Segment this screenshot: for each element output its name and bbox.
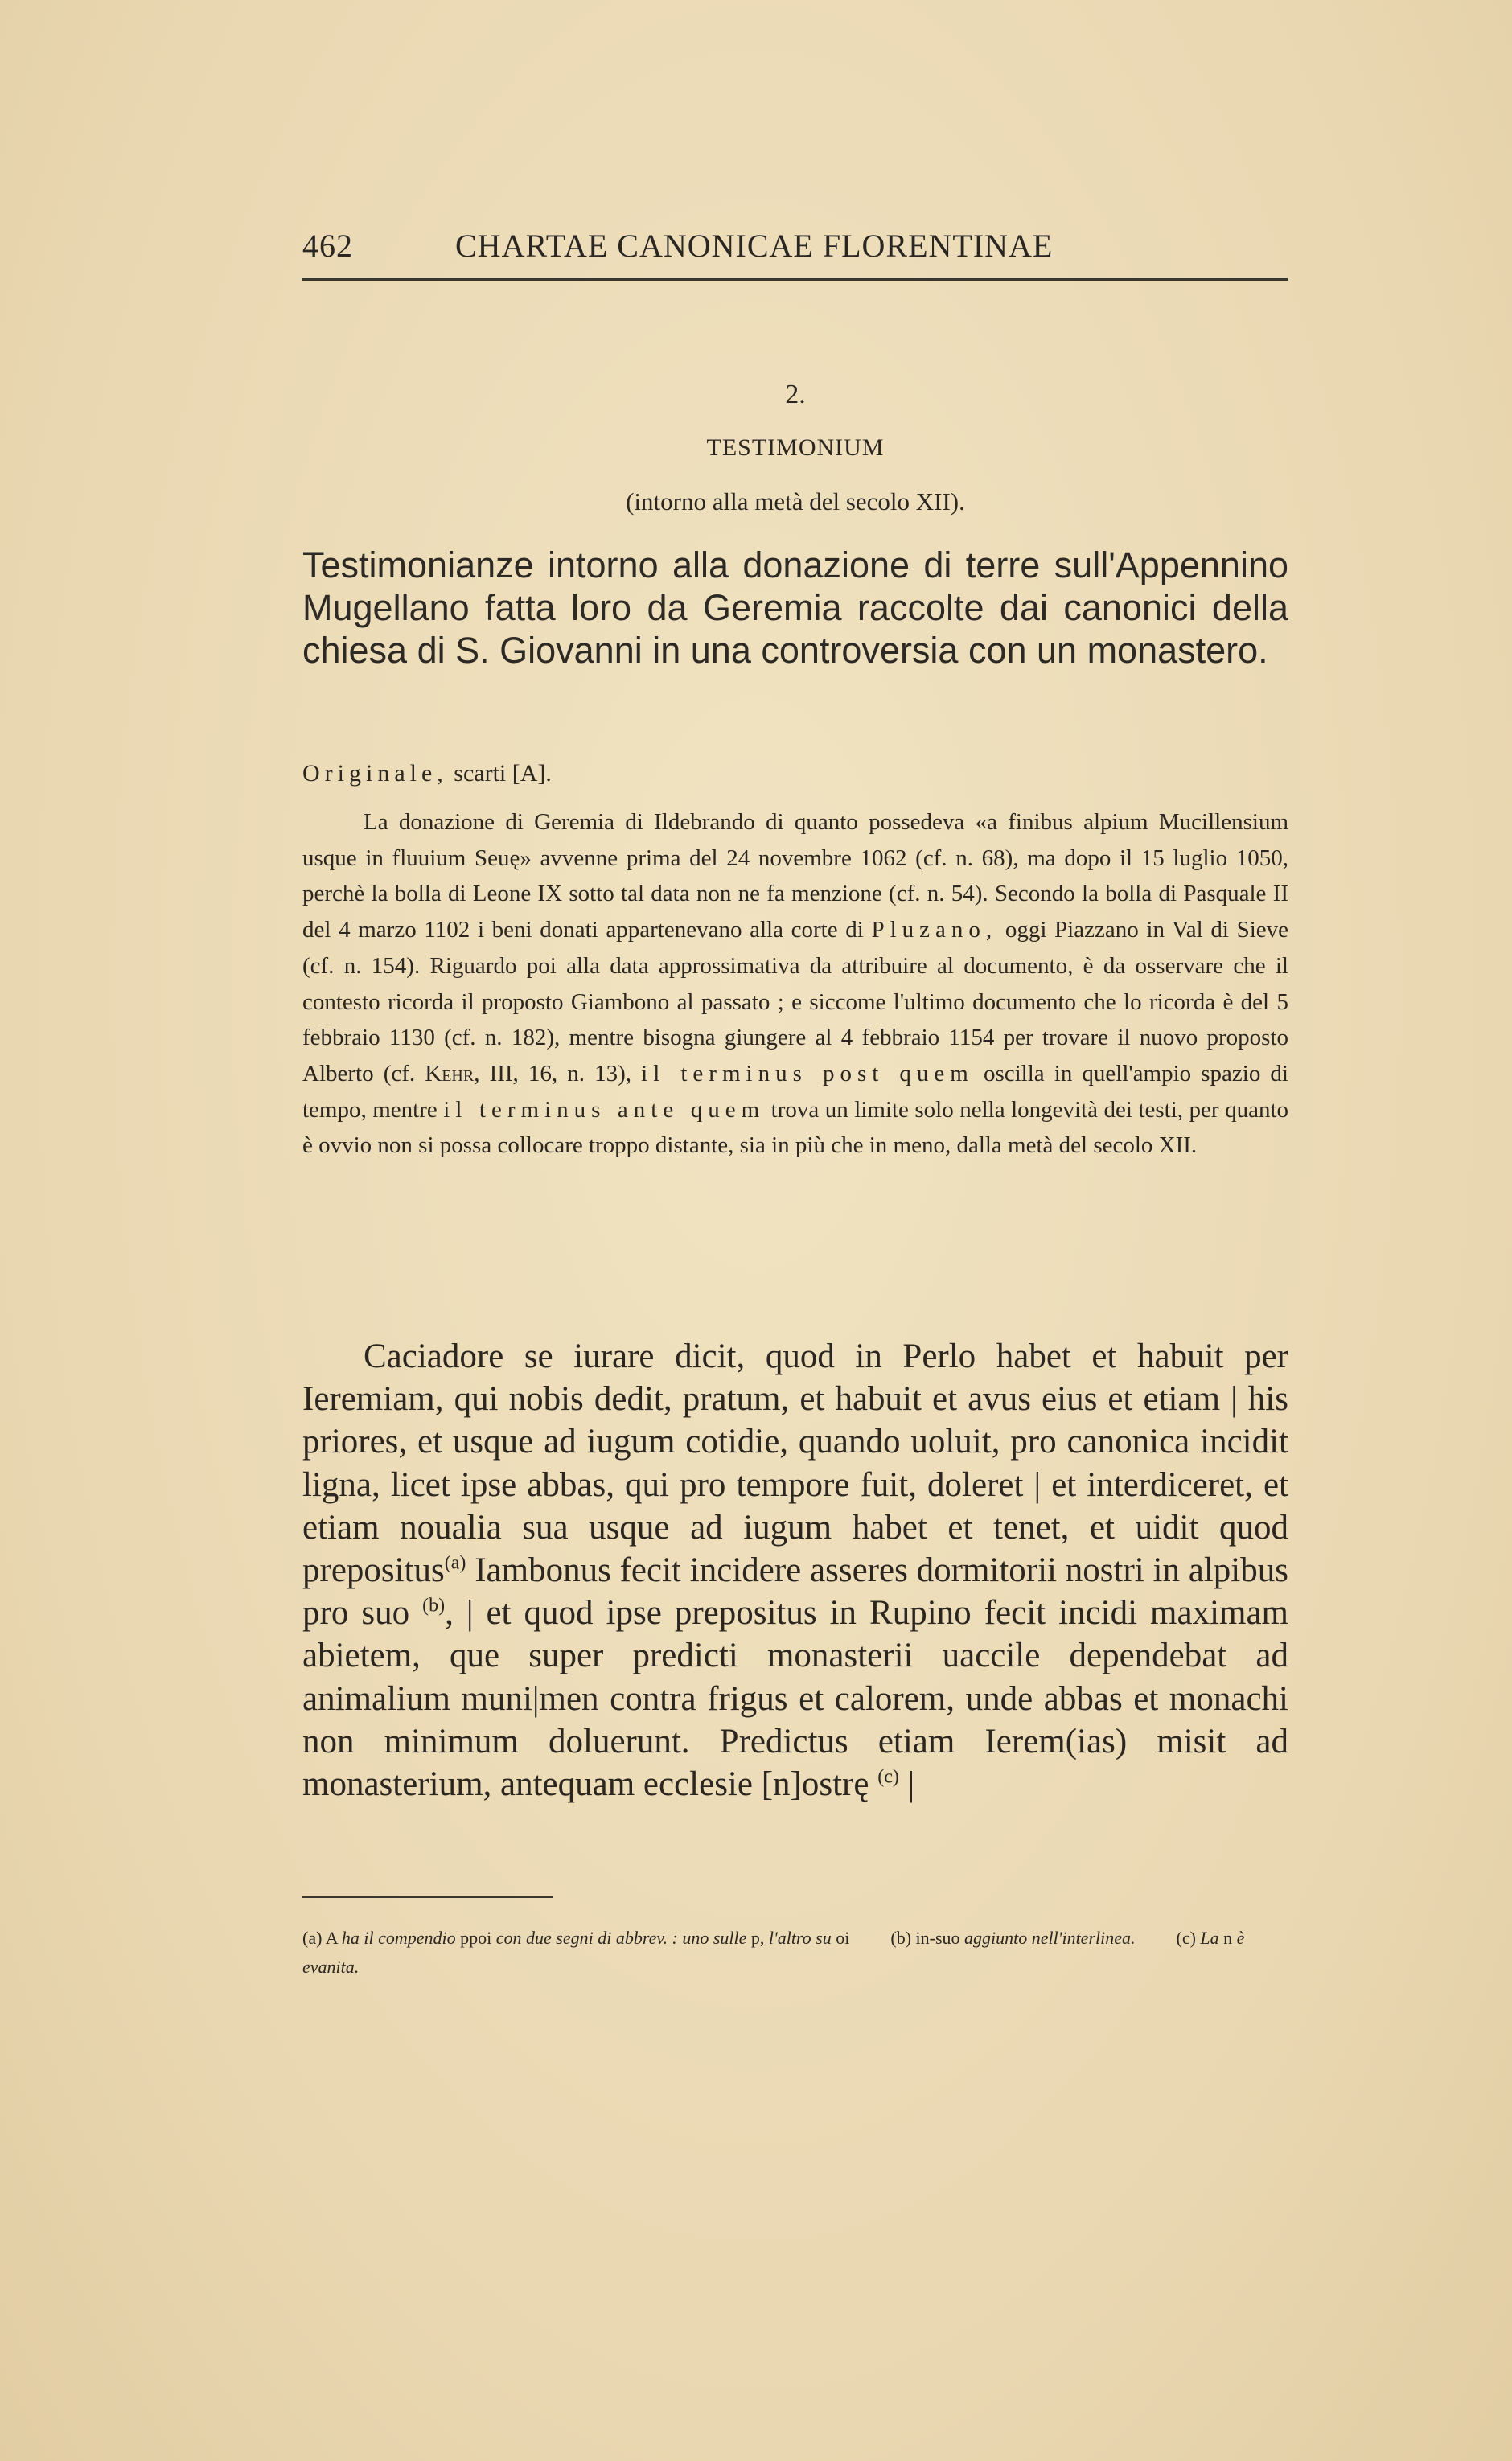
note-text: l'altro su xyxy=(768,1928,832,1948)
note-text: La xyxy=(1200,1928,1219,1948)
note-text: ha il compendio xyxy=(341,1928,456,1948)
commentary xyxy=(302,804,1288,1164)
commentary-part: La donazione di Geremia di Ildebrando di quanto possedeva «a finibus alpium Mucillensium usque in fluuium Seuę» avvenne prima del 24 novembre 1062 (cf. n. 68), ma dopo il 15 luglio 1050, perchè la bolla di Leone IX sotto tal data non ne fa menzione (cf. n. 54). Secondo la bolla di Pasquale II del 4 marzo 1102 i beni donati appartenevano alla corte di xyxy=(302,809,1288,943)
tradition-line xyxy=(302,758,1288,790)
note-a-label: (a) A xyxy=(302,1928,338,1948)
document-date: (intorno alla metà del secolo XII). xyxy=(626,487,965,516)
note-text: in-suo xyxy=(915,1928,960,1948)
note-text: oi xyxy=(836,1928,850,1948)
text-segment: Caciadore se iurare dicit, quod in Perlo habet et habuit per Ieremiam, qui nobis dedit, pratum, et habuit et avus eius et etiam | his priores, et usque ad iugum cotidie, quando uoluit, pro canonica incidit ligna, licet ipse abbas, qui pro tempore fuit, doleret | et interdiceret, et etiam noualia sua usque ad iugum habet et tenet, et uidit quod prepositus xyxy=(302,1337,1288,1590)
document-type: TESTIMONIUM xyxy=(706,434,885,461)
footnote-mark-a: (a) xyxy=(444,1552,466,1574)
commentary-part: oscilla in quell'ampio spazio di tempo, mentre xyxy=(302,1060,1288,1123)
text-segment: , | et quod ipse prepositus in Rupino fecit incidi maximam abietem, que super predicti monasterii uaccile dependebat ad animalium muni|men contra frigus et calorem, unde abbas et monachi non minimum doluerunt. Predictus etiam Ierem(ias) misit ad monasterium, antequam ecclesie [n]ostrę xyxy=(302,1594,1288,1804)
note-c-label: (c) xyxy=(1176,1928,1196,1948)
note-text: ppoi xyxy=(460,1928,492,1948)
text-segment: | xyxy=(907,1765,915,1804)
commentary-part: trova un limite solo nella longevità dei testi, per quanto è ovvio non si possa collocare troppo distante, sia in più che in meno, dalla metà del secolo XII. xyxy=(302,1096,1289,1159)
place-name: Pluzano, xyxy=(871,917,998,943)
footnote-rule xyxy=(302,1896,553,1898)
note-b-label: (b) xyxy=(890,1928,912,1948)
document-number: 2. xyxy=(785,380,806,409)
note-text: n xyxy=(1223,1928,1233,1948)
commentary-part: oggi Piazzano in Val di Sieve (cf. n. 154). Riguardo poi alla data approssimativa da attribuire al documento, è da osservare che il contesto ricorda il proposto Giambono al passato ; e siccome l'ultimo documento che lo ricorda è del 5 febbraio 1130 (cf. n. 182), mentre bisogna giungere al 4 febbraio 1154 per trovare il nuovo proposto Alberto (cf. xyxy=(302,917,1289,1087)
regest: Testimonianze intorno alla donazione di terre sull'Appennino Mugellano fatta loro da Geremia raccolte dai canonici della chiesa di S. Giovanni in una controversia con un monastero. xyxy=(302,544,1288,671)
note-text: aggiunto nell'interlinea. xyxy=(964,1928,1136,1948)
tradition-rest: scarti [A]. xyxy=(454,760,552,787)
footnotes xyxy=(302,1924,1288,1982)
terminus-post-quem: il terminus post quem xyxy=(641,1060,974,1087)
footnote-mark-b: (b) xyxy=(422,1595,446,1617)
commentary-part: III, 16, n. 13), xyxy=(489,1060,632,1087)
author-reference: Kehr, xyxy=(425,1060,480,1087)
page-number: 462 xyxy=(302,228,353,264)
tradition-label: Originale, xyxy=(302,760,448,787)
running-title: CHARTAE CANONICAE FLORENTINAE xyxy=(455,228,1054,264)
terminus-ante-quem: il terminus ante quem xyxy=(443,1096,766,1123)
header-rule xyxy=(302,278,1288,281)
footnote-mark-c: (c) xyxy=(877,1766,899,1788)
note-text: è evanita. xyxy=(302,1928,1245,1977)
text-segment: Iambonus fecit incidere asseres dormitorii nostri in alpibus pro suo xyxy=(302,1551,1288,1633)
note-text: con due segni di abbrev. : uno sulle xyxy=(495,1928,747,1948)
note-text: p, xyxy=(750,1928,765,1948)
latin-text xyxy=(302,1335,1288,1806)
